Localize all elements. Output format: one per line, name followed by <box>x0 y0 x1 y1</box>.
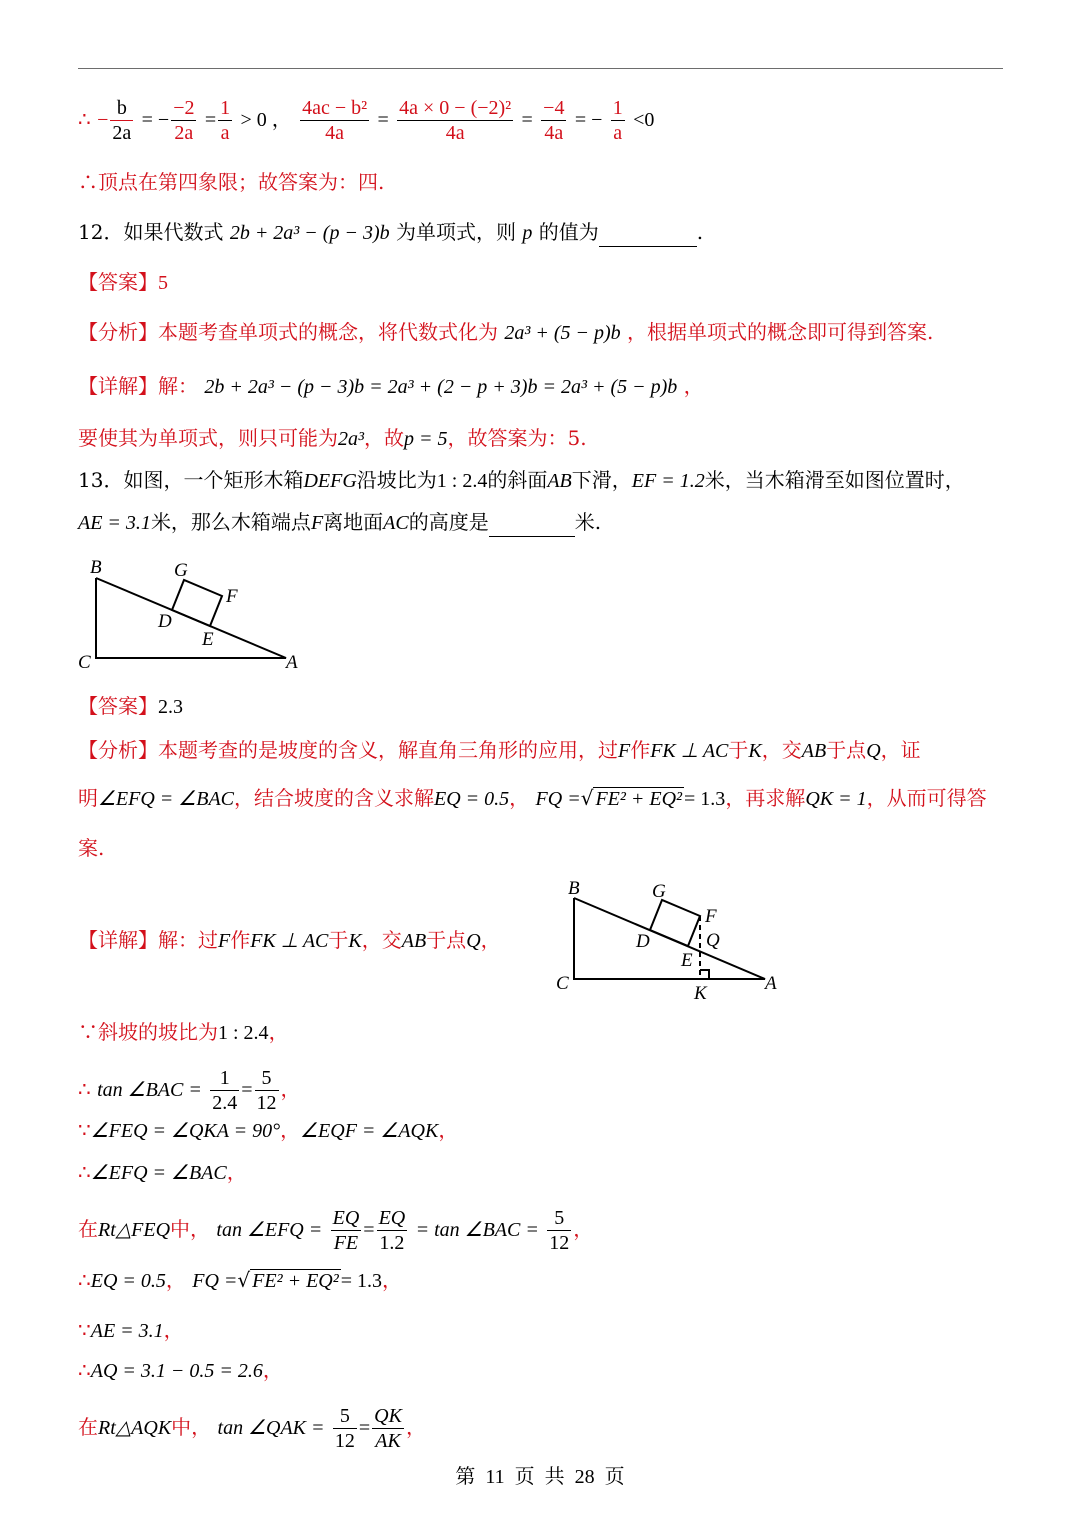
q12-detail: 【详解】解： 2b + 2a³ − (p − 3)b = 2a³ + (2 − p + 3)b = 2a³ + (5 − p)b ， <box>78 374 704 398</box>
step-eq-fq: ∴EQ = 0.5， FQ =√ FE² + EQ² = 1.3， <box>78 1268 403 1292</box>
label-f: F <box>705 906 717 927</box>
q13-analysis-line3: 案. <box>78 836 105 860</box>
fraction: $\frac{5}{12}$ <box>334 1405 355 1452</box>
fraction: $\frac{QK}{AK}$ <box>374 1405 402 1452</box>
q12-conclusion: 要使其为单项式，则只可能为2a³，故p = 5，故答案为：5. <box>78 426 587 450</box>
label-a: A <box>286 652 298 673</box>
label-e: E <box>681 950 693 971</box>
label-e: E <box>202 629 214 650</box>
question-13-line1: 13．如图，一个矩形木箱DEFG沿坡比为1 : 2.4的斜面AB下滑，EF = 1.2米，当木箱滑至如图位置时， <box>78 468 965 492</box>
label-c: C <box>556 973 569 994</box>
label-c: C <box>78 652 91 673</box>
label-k: K <box>694 983 707 1004</box>
label-g: G <box>174 560 188 581</box>
box-defg <box>650 900 700 946</box>
step-right-angles: ∵∠FEQ = ∠QKA = 90°，∠EQF = ∠AQK， <box>78 1118 459 1142</box>
step-angle-equal: ∴∠EFQ = ∠BAC， <box>78 1160 247 1184</box>
label-g: G <box>652 881 666 902</box>
page-total: 28 <box>574 1466 595 1488</box>
step-triangle-feq: 在Rt△FEQ中， tan ∠EFQ = $\frac{EQ}{FE}$ = $\frac{EQ}{1.2}$ = tan ∠BAC = $\frac{5}{12}$ ， <box>78 1207 594 1254</box>
page-footer: 第 11 页 共 28 页 <box>455 1464 625 1488</box>
fraction: $\frac{\text{4ac − b²}}{4a}$ <box>302 97 368 144</box>
q13-answer: 【答案】2.3 <box>78 694 183 718</box>
fraction: $\frac{5}{12}$ <box>256 1067 277 1114</box>
fraction: $\frac{-2}{2a}$ <box>173 97 195 144</box>
question-13-line2: AE = 3.1米，那么木箱端点F离地面AC的高度是 米. <box>78 508 601 537</box>
vertex-calc-line: ∴ − $\frac{b}{2a}$ = − $\frac{-2}{2a}$ = $\frac{1}{a}$ > 0 ， $\frac{\text{4ac − b²}}{4a}$ = $\frac{\text{4a × 0 − (−2)²}}{4a}$ = $\frac{-4}{4a}$ = − $\frac{1}{a}$ <0 <box>78 97 655 144</box>
label-d: D <box>636 931 650 952</box>
q13-analysis-line1: 【分析】本题考查的是坡度的含义，解直角三角形的应用，过F作FK ⊥ AC于K，交AB于点Q，证 <box>78 738 921 762</box>
q12-analysis: 【分析】本题考查单项式的概念，将代数式化为 2a³ + (5 − p)b ，根据单项式的概念即可得到答案. <box>78 320 934 344</box>
label-a: A <box>765 973 777 994</box>
step-slope-ratio: ∵斜坡的坡比为1 : 2.4， <box>78 1020 289 1044</box>
step-triangle-aqk: 在Rt△AQK中， tan ∠QAK = $\frac{5}{12}$ = $\frac{QK}{AK}$ ， <box>78 1405 426 1452</box>
step-tan-bac: ∴ tan ∠BAC = $\frac{1}{2.4}$ = $\frac{5}{12}$ ， <box>78 1067 301 1114</box>
label-q: Q <box>706 930 720 951</box>
fraction: $\frac{1}{a}$ <box>220 97 231 144</box>
label-d: D <box>158 611 172 632</box>
fraction: $\frac{5}{12}$ <box>549 1207 570 1254</box>
q13-analysis-line2: 明∠EFQ = ∠BAC，结合坡度的含义求解EQ = 0.5， FQ =√ FE² + EQ² = 1.3，再求解QK = 1，从而可得答 <box>78 786 987 810</box>
fraction: $\frac{\text{4a × 0 − (−2)²}}{4a}$ <box>399 97 512 144</box>
page-number: 11 <box>485 1466 505 1488</box>
fraction: $\frac{EQ}{FE}$ <box>332 1207 360 1254</box>
label-b: B <box>90 557 102 578</box>
question-12: 12．如果代数式 2b + 2a³ − (p − 3)b 为单项式，则 p 的值为 . <box>78 218 703 247</box>
fraction: $\frac{1}{2.4}$ <box>212 1067 238 1114</box>
q13-detail: 【详解】解：过F作FK ⊥ AC于K，交AB于点Q， <box>78 928 501 952</box>
label-f: F <box>226 586 238 607</box>
fraction: $\frac{-4}{4a}$ <box>543 97 565 144</box>
fraction: $\frac{EQ}{1.2}$ <box>378 1207 406 1254</box>
q12-answer: 【答案】5 <box>78 270 168 294</box>
label-b: B <box>568 878 580 899</box>
fraction: $\frac{1}{a}$ <box>612 97 623 144</box>
right-angle-mark <box>700 970 709 979</box>
fraction: $\frac{b}{2a}$ <box>112 97 132 144</box>
step-aq: ∴AQ = 3.1 − 0.5 = 2.6， <box>78 1358 283 1382</box>
step-ae: ∵AE = 3.1， <box>78 1318 184 1342</box>
vertex-conclusion: ∴顶点在第四象限；故答案为：四. <box>78 170 385 194</box>
